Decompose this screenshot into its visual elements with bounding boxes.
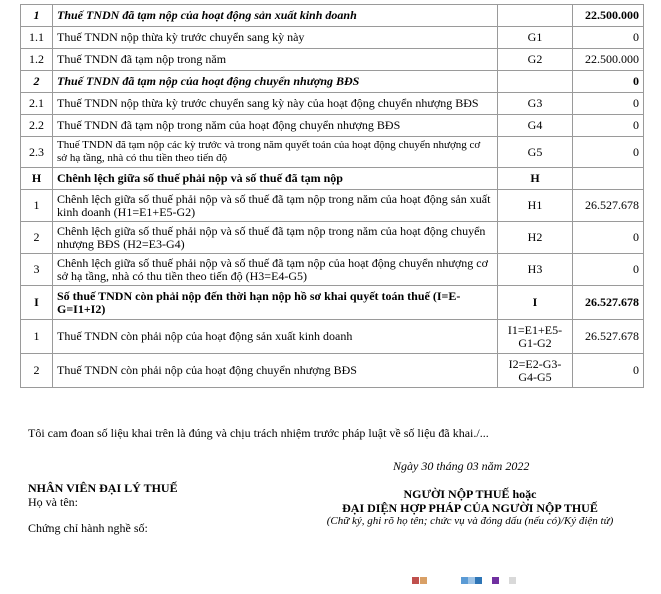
table-row (21, 71, 644, 93)
row-code (498, 5, 573, 27)
row-number: H (21, 168, 53, 190)
declaration-date: Ngày 30 tháng 03 năm 2022 (393, 459, 530, 473)
row-code: H (498, 168, 573, 190)
row-value: 0 (573, 27, 644, 49)
color-mark (412, 577, 419, 584)
row-description: Thuế TNDN nộp thừa kỳ trước chuyển sang kỳ này (53, 27, 498, 49)
row-value: 0 (573, 222, 644, 254)
row-code: G1 (498, 27, 573, 49)
row-description: Chênh lệch giữa số thuế phải nộp và số thuế đã tạm nộp của hoạt động chuyển nhượng cơ sở hạ tầng, nhà có thu tiền theo tiến độ (H3=E4-G5) (53, 254, 498, 286)
color-mark (420, 577, 427, 584)
row-description: Thuế TNDN đã tạm nộp trong năm của hoạt động chuyển nhượng BĐS (53, 115, 498, 137)
tax-agent-block (28, 481, 178, 535)
row-code: I2=E2-G3-G4-G5 (498, 354, 573, 388)
payer-title-2: ĐẠI DIỆN HỢP PHÁP CỦA NGƯỜI NỘP THUẾ (342, 501, 598, 515)
row-code: G3 (498, 93, 573, 115)
row-code (498, 71, 573, 93)
table-row (21, 5, 644, 27)
row-description: Chênh lệch giữa số thuế phải nộp và số thuế đã tạm nộp (53, 168, 498, 190)
agent-cert-label: Chứng chỉ hành nghề số: (28, 521, 148, 535)
taxpayer-signature-block (300, 487, 640, 528)
table-row (21, 27, 644, 49)
row-description: Chênh lệch giữa số thuế phải nộp và số thuế đã tạm nộp trong năm của hoạt động sản xuất kinh doanh (H1=E1+E5-G2) (53, 190, 498, 222)
row-value: 0 (573, 137, 644, 168)
table-row (21, 168, 644, 190)
row-value: 0 (573, 354, 644, 388)
pledge-text: Tôi cam đoan số liệu khai trên là đúng và chịu trách nhiệm trước pháp luật về số liệu đã khai./... (28, 426, 489, 440)
row-value: 26.527.678 (573, 286, 644, 320)
row-value: 26.527.678 (573, 320, 644, 354)
table-row (21, 320, 644, 354)
table-row (21, 137, 644, 168)
row-code: I (498, 286, 573, 320)
row-number: 1 (21, 190, 53, 222)
row-description: Thuế TNDN đã tạm nộp của hoạt động chuyển nhượng BĐS (53, 71, 498, 93)
table-row (21, 93, 644, 115)
table-row (21, 286, 644, 320)
color-mark (492, 577, 499, 584)
row-code: I1=E1+E5-G1-G2 (498, 320, 573, 354)
row-value (573, 168, 644, 190)
color-mark (461, 577, 468, 584)
row-number: 1 (21, 5, 53, 27)
row-description: Thuế TNDN còn phải nộp của hoạt động chuyển nhượng BĐS (53, 354, 498, 388)
tax-settlement-table (20, 4, 644, 388)
agent-title: NHÂN VIÊN ĐẠI LÝ THUẾ (28, 481, 178, 495)
table-row (21, 254, 644, 286)
row-description: Thuế TNDN đã tạm nộp các kỳ trước và trong năm quyết toán của hoạt động chuyển nhượng cơ sở hạ tầng, nhà có thu tiền theo tiến độ (53, 137, 498, 168)
row-value: 22.500.000 (573, 5, 644, 27)
row-description: Chênh lệch giữa số thuế phải nộp và số thuế đã tạm nộp trong năm của hoạt động chuyển nhượng BĐS (H2=E3-G4) (53, 222, 498, 254)
payer-note: (Chữ ký, ghi rõ họ tên; chức vụ và đóng dấu (nếu có)/Ký điện tử) (326, 515, 614, 527)
row-value: 0 (573, 71, 644, 93)
row-number: 3 (21, 254, 53, 286)
row-value: 0 (573, 115, 644, 137)
table-row (21, 190, 644, 222)
row-number: 2 (21, 354, 53, 388)
row-description: Thuế TNDN nộp thừa kỳ trước chuyển sang kỳ này của hoạt động chuyển nhượng BĐS (53, 93, 498, 115)
row-number: 2.1 (21, 93, 53, 115)
row-value: 0 (573, 93, 644, 115)
row-number: 1 (21, 320, 53, 354)
row-value: 0 (573, 254, 644, 286)
row-code: G2 (498, 49, 573, 71)
color-marks (0, 577, 661, 585)
table-row (21, 49, 644, 71)
row-number: I (21, 286, 53, 320)
row-code: G5 (498, 137, 573, 168)
row-number: 1.2 (21, 49, 53, 71)
row-description: Thuế TNDN đã tạm nộp của hoạt động sản xuất kinh doanh (53, 5, 498, 27)
row-value: 26.527.678 (573, 190, 644, 222)
row-number: 2 (21, 71, 53, 93)
row-code: H1 (498, 190, 573, 222)
row-number: 2.3 (21, 137, 53, 168)
row-code: H2 (498, 222, 573, 254)
row-code: G4 (498, 115, 573, 137)
row-description: Số thuế TNDN còn phải nộp đến thời hạn nộp hồ sơ khai quyết toán thuế (I=E-G=I1+I2) (53, 286, 498, 320)
row-number: 2.2 (21, 115, 53, 137)
payer-title-1: NGƯỜI NỘP THUẾ hoặc (403, 487, 537, 501)
row-number: 2 (21, 222, 53, 254)
agent-name-label: Họ và tên: (28, 495, 78, 509)
row-code: H3 (498, 254, 573, 286)
table-row (21, 222, 644, 254)
color-mark (475, 577, 482, 584)
color-mark (468, 577, 475, 584)
row-description: Thuế TNDN đã tạm nộp trong năm (53, 49, 498, 71)
table-row (21, 354, 644, 388)
row-number: 1.1 (21, 27, 53, 49)
row-value: 22.500.000 (573, 49, 644, 71)
row-description: Thuế TNDN còn phải nộp của hoạt động sản xuất kinh doanh (53, 320, 498, 354)
table-row (21, 115, 644, 137)
color-mark (509, 577, 516, 584)
